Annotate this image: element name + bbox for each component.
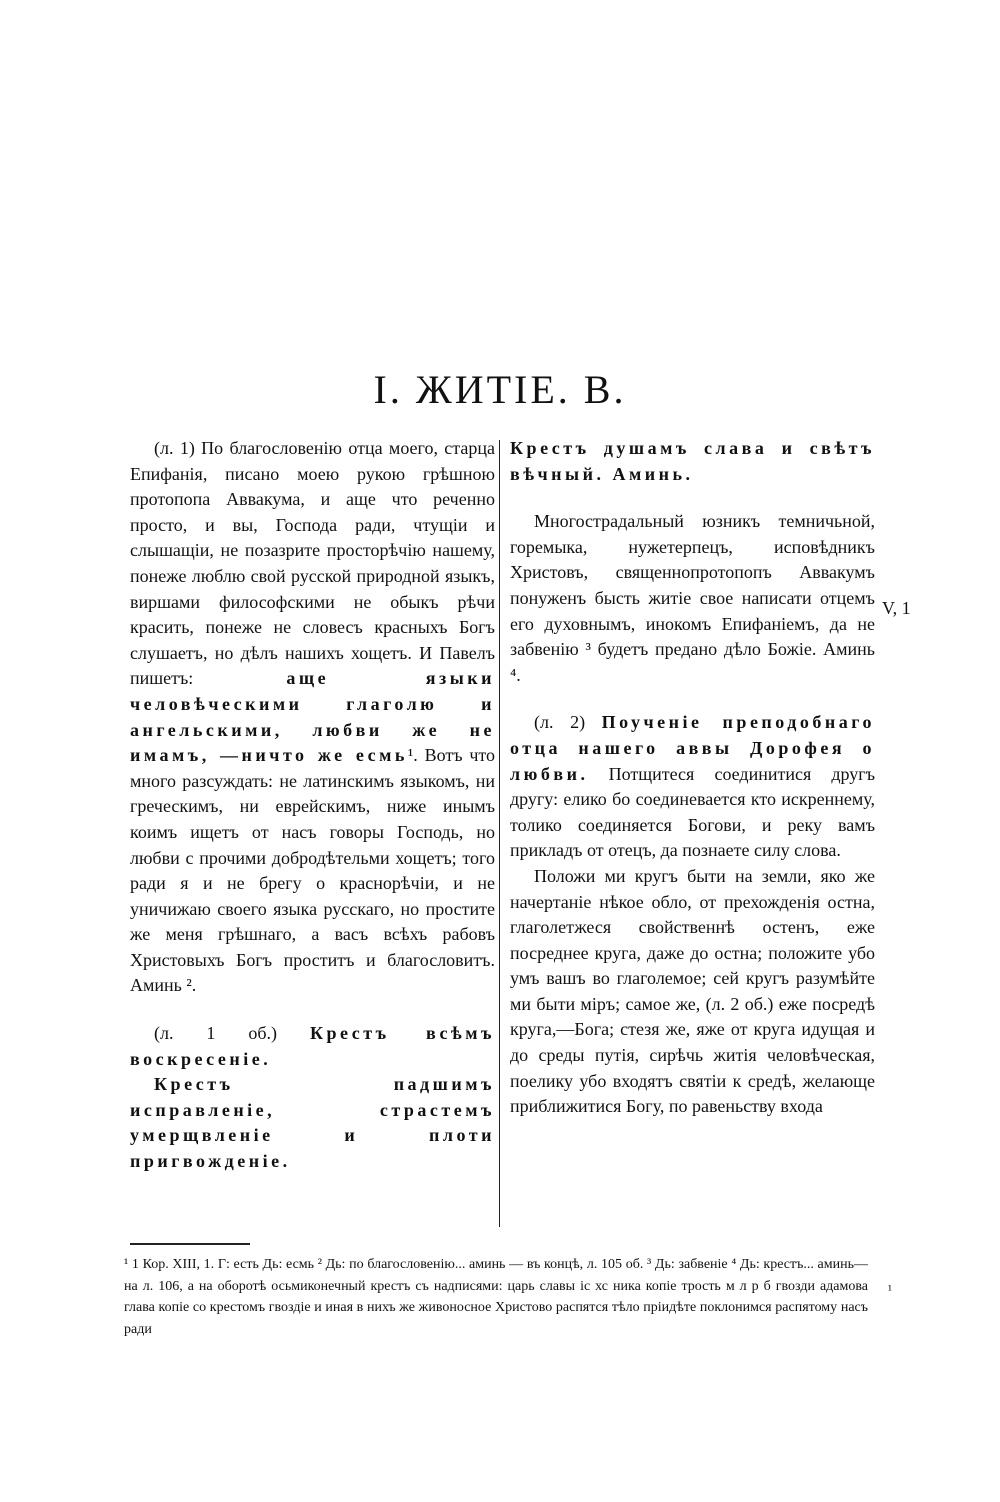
footnote-text: ¹ 1 Кор. XIII, 1. Г: есть Дь: есмь ² Дь: по благословенію... аминь — въ концѣ, л. 105 об. ³ Дь: забвеніе ⁴ Дь: крестъ... аминь—на л. 106, а на оборотѣ осьмиконечный крестъ съ надписями: царь славы іс хс ника копіе трость м л р б гвозди адамова глава копіе со крестомъ гвоздіе и иная в нихъ же живоносное Христово распятся тѣло пріидѣте поклонимся распятому насъ ради (124, 1257, 868, 1337)
quote-spaced: аще языки человѣческими глаголю и ангельскими, любви же не имамъ, —ничто же есмь (130, 668, 495, 766)
paragraph-text: ¹. Вотъ что много разсуждать: не латинскимъ языкомъ, ни греческимъ, ни еврейскимъ, ниже инымъ коимъ ищетъ от насъ говоры Господь, но любви с прочими добродѣтельми хощетъ; того ради я и не брегу о краснорѣчіи, и не уничижаю своего языка русскаго, но простите же меня грѣшнаго, а васъ всѣхъ рабовъ Христовыхъ Богъ проститъ и благословитъ. Аминь ². (130, 745, 495, 996)
paragraph (130, 1072, 495, 1174)
folio-ref: (л. 1 об.) (154, 1023, 278, 1044)
footnote-margin-mark: ¹ (888, 1282, 892, 1297)
heading-spaced: Крестъ падшимъ исправленіе, страстемъ умерщвленіе и плоти пригвожденіе. (130, 1074, 495, 1172)
paragraph-text: Потщитеся соединитися другъ другу: елико бо соединевается кто искреннему, толико соединяется Богови, и реку вамъ прикладъ от отецъ, да познаете силу слова. (510, 763, 876, 861)
heading-spaced: Крестъ душамъ слава и свѣтъ вѣчный. Аминь. (510, 438, 875, 484)
footnotes (124, 1254, 868, 1340)
paragraph (510, 710, 875, 864)
heading-spaced: Поученіе преподобнаго отца нашего аввы Дорофея о любви. (510, 712, 875, 784)
column-divider (499, 440, 500, 1227)
paragraph (130, 436, 495, 999)
folio-ref: (л. 2) (534, 712, 586, 733)
margin-note: V, 1 (882, 598, 911, 618)
paragraph (510, 436, 875, 487)
right-column (510, 436, 875, 1120)
paragraph (130, 1021, 495, 1072)
footnote-rule (130, 1243, 250, 1245)
heading-spaced: Крестъ всѣмъ воскресеніе. (130, 1023, 495, 1069)
paragraph-text: (л. 1) По благословенію отца моего, старца Епифанія, писано моею рукою грѣшною протопопа Аввакума, и аще что реченно просто, и вы, Господа ради, чтущіи и слышащіи, не позазрите просторѣчію нашему, понеже люблю свой русской природной языкъ, виршами философскими не обыкъ рѣчи красить, понеже не словесъ красныхъ Богъ слушаетъ, но дѣлъ нашихъ хощетъ. И Павелъ пишетъ: (130, 438, 495, 689)
paragraph: Положи ми кругъ быти на земли, яко же начертаніе нѣкое обло, от прехожденія остна, глаголетжеся свойственнѣ остенъ, еже посреднее круга, даже до остна; положите убо умъ вашъ во глаголемое; сей кругъ разумѣйте ми быти міръ; самое же, (л. 2 об.) еже посредѣ круга,—Бога; стезя же, яже от круга идущая и до среды путія, сирѣчь житія человѣческая, поелику убо входятъ святіи к средѣ, желающе приближитися Богу, по равеньству входа (510, 865, 875, 1117)
left-column (130, 436, 495, 1175)
paragraph: Многострадальный юзникъ темничьной, горемыка, нужетерпецъ, исповѣдникъ Христовъ, священнопротопопъ Аввакумъ понуженъ бысть житіе свое написати отцемъ его духовнымъ, инокомъ Епифаніемъ, да не забвенію ³ будетъ предано дѣло Божіе. Аминь ⁴. (510, 511, 875, 685)
page-title: I. ЖИТІЕ. В. (373, 367, 627, 412)
